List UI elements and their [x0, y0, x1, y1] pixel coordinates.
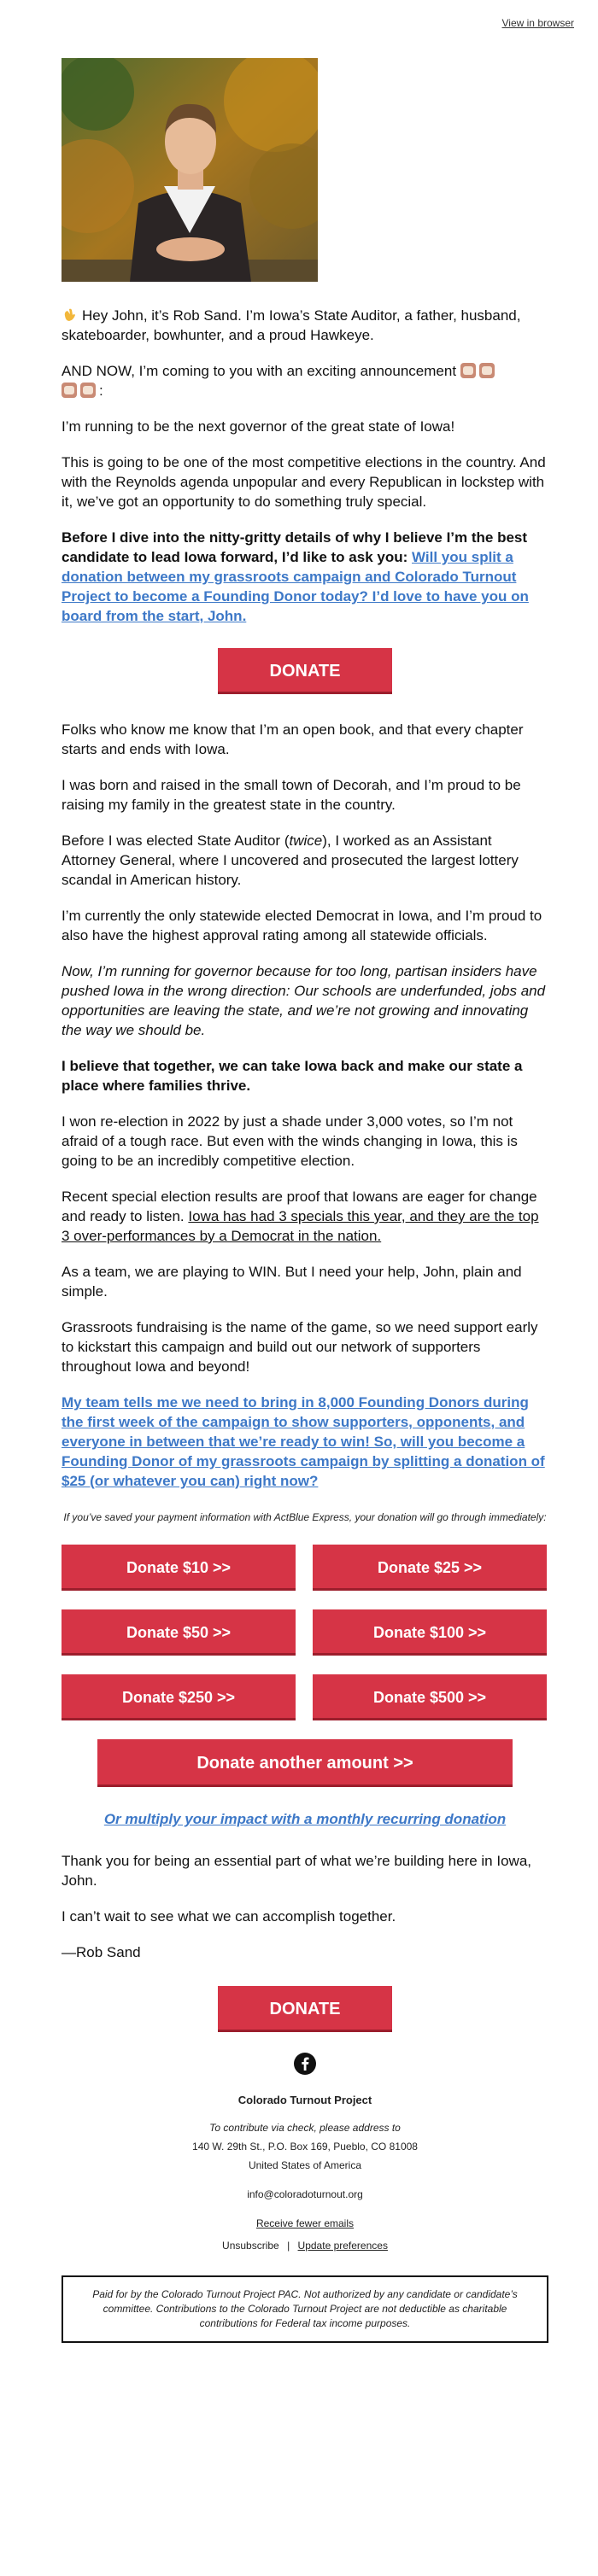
unsubscribe-link[interactable]: Unsubscribe	[222, 2240, 279, 2252]
signature: —Rob Sand	[62, 1944, 141, 1960]
greeting	[62, 306, 548, 345]
face-emoji-icon	[460, 363, 476, 378]
paragraph: As a team, we are playing to WIN. But I need your help, John, plain and simple.	[62, 1264, 522, 1300]
founding-donor-link[interactable]: Will you split a donation between my grassroots campaign and Colorado Turnout Project to become a Founding Donor today? I’d love to have you on board from the start, John.	[62, 549, 529, 624]
text-segment: ), I worked as an Assistant Attorney General, where I uncovered and prosecuted the largest lottery scandal in American history.	[62, 832, 519, 888]
view-in-browser-link[interactable]: View in browser	[501, 17, 574, 29]
candidate-photo	[62, 58, 318, 282]
emphasis: twice	[289, 832, 323, 849]
announcement-colon: :	[99, 383, 103, 399]
paragraph-bold: I believe that together, we can take Iowa back and make our state a place where families thrive.	[62, 1058, 523, 1094]
org-name: Colorado Turnout Project	[237, 2094, 372, 2106]
paragraph	[62, 831, 548, 890]
ask-bold: Before I dive into the nitty-gritty details of why I believe I’m the best candidate to lead Iowa forward, I’d like to ask you:	[62, 529, 528, 565]
address-line: 140 W. 29th St., P.O. Box 169, Pueblo, CO 81008	[192, 2141, 418, 2153]
paragraph: I was born and raised in the small town of Decorah, and I’m proud to be raising my family in the greatest state in the country.	[62, 777, 521, 813]
waving-hand-icon	[62, 307, 77, 323]
paragraph: I can’t wait to see what we can accomplish together.	[62, 1908, 396, 1925]
special-elections-link[interactable]: Iowa has had 3 specials this year, and they are the top 3 over-performances by a Democrat in the nation.	[62, 1208, 539, 1244]
greeting-text: Hey John, it’s Rob Sand. I’m Iowa’s State Auditor, a father, husband, skateboarder, bowhunter, and a proud Hawkeye.	[62, 307, 521, 343]
donate-50-button[interactable]: Donate $50 >>	[62, 1609, 296, 1656]
founding-donors-paragraph	[62, 1393, 548, 1491]
actblue-note: If you’ve saved your payment information with ActBlue Express, your donation will go through immediately:	[63, 1511, 547, 1523]
facebook-icon[interactable]	[294, 2053, 316, 2075]
fewer-emails-link[interactable]: Receive fewer emails	[255, 2217, 355, 2229]
text-segment: Recent special election results are proof that Iowans are eager for change and ready to listen.	[62, 1189, 537, 1224]
donate-100-button[interactable]: Donate $100 >>	[313, 1609, 547, 1656]
paragraph: I’m running to be the next governor of the great state of Iowa!	[62, 418, 455, 435]
paragraph: Folks who know me know that I’m an open book, and that every chapter starts and ends with Iowa.	[62, 721, 524, 757]
donate-button-top[interactable]: DONATE	[218, 648, 392, 694]
disclaimer-box: Paid for by the Colorado Turnout Project PAC. Not authorized by any candidate or candidate’s committee. Contributions to the Colorado Turnout Project are not deductible as charitable contributions for Federal tax income purposes.	[62, 2275, 548, 2343]
donation-amount-grid	[62, 1545, 548, 1720]
donate-250-button[interactable]: Donate $250 >>	[62, 1674, 296, 1720]
monthly-donation-link[interactable]: Or multiply your impact with a monthly recurring donation	[103, 1811, 507, 1827]
face-emoji-icon	[62, 383, 77, 398]
text-segment: Before I was elected State Auditor (	[62, 832, 290, 849]
paragraph: I’m currently the only statewide elected Democrat in Iowa, and I’m proud to also have the highest approval rating among all statewide officials.	[62, 908, 542, 943]
footer	[62, 2053, 548, 2343]
donate-button-bottom[interactable]: DONATE	[218, 1986, 392, 2032]
contact-email[interactable]: info@coloradoturnout.org	[247, 2188, 363, 2200]
unsubscribe-row	[62, 2236, 548, 2255]
donate-another-amount-button[interactable]: Donate another amount >>	[97, 1739, 513, 1787]
donate-25-button[interactable]: Donate $25 >>	[313, 1545, 547, 1591]
ask-paragraph	[62, 528, 548, 626]
update-preferences-link[interactable]: Update preferences	[297, 2240, 388, 2252]
donate-500-button[interactable]: Donate $500 >>	[313, 1674, 547, 1720]
announcement	[62, 361, 548, 400]
donate-10-button[interactable]: Donate $10 >>	[62, 1545, 296, 1591]
paragraph: Grassroots fundraising is the name of the game, so we need support early to kickstart this campaign and build out our network of supporters throughout Iowa and beyond!	[62, 1319, 538, 1375]
paragraph	[62, 1187, 548, 1246]
check-note: To contribute via check, please address to	[209, 2122, 401, 2134]
address-country: United States of America	[248, 2159, 362, 2171]
announcement-text: AND NOW, I’m coming to you with an exciting announcement	[62, 363, 457, 379]
separator: |	[287, 2240, 290, 2252]
face-emoji-icon	[80, 383, 96, 398]
paragraph-italic: Now, I’m running for governor because for too long, partisan insiders have pushed Iowa in the wrong direction: Our schools are underfunded, jobs and opportunities are leaving the state, and we’re not growing and innovating the way we should be.	[62, 963, 546, 1038]
paragraph: This is going to be one of the most competitive elections in the country. And with the Reynolds agenda unpopular and every Republican in lockstep with it, we’ve got an opportunity to do something truly special.	[62, 454, 546, 510]
founding-donors-link[interactable]: My team tells me we need to bring in 8,000 Founding Donors during the first week of the campaign to show supporters, opponents, and everyone in between that we’re ready to win! So, will you become a Founding Donor of my grassroots campaign by splitting a donation of $25 (or whatever you can) right now?	[62, 1394, 545, 1489]
paragraph: Thank you for being an essential part of what we’re building here in Iowa, John.	[62, 1853, 531, 1889]
face-emoji-icon	[479, 363, 495, 378]
email-body	[62, 306, 548, 2343]
paragraph: I won re-election in 2022 by just a shade under 3,000 votes, so I’m not afraid of a tough race. But even with the winds changing in Iowa, this is going to be an incredibly competitive election.	[62, 1113, 518, 1169]
